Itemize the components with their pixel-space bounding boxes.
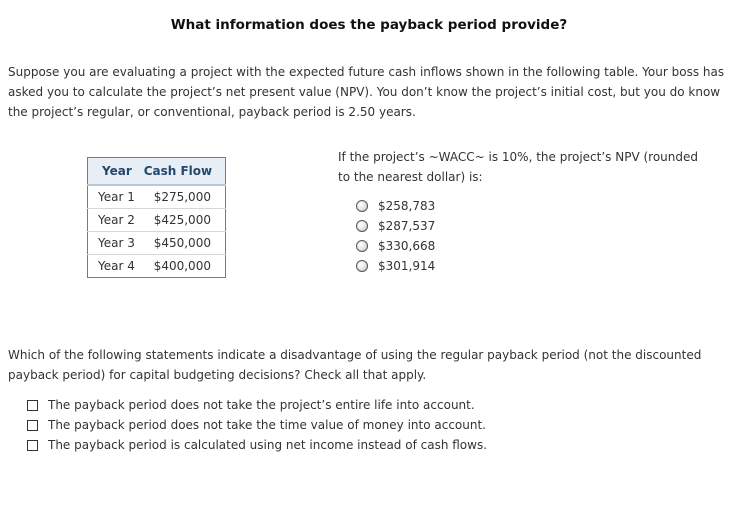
question-title: What information does the payback period provide? (170, 17, 568, 33)
year-cell: Year 1 (88, 185, 144, 209)
npv-option-label: $287,537 (378, 219, 436, 233)
statement-options (27, 395, 487, 455)
npv-option-label: $330,668 (378, 239, 436, 253)
intro-paragraph: Suppose you are evaluating a project with the expected future cash inflows shown in the following table. Your boss has asked you to calculate the project’s net present value (NPV). You don’t know the project’s initial cost, but you do know the project’s regular, or conventional, payback period is 2.50 years. (8, 65, 725, 119)
radio-button[interactable] (356, 220, 368, 232)
npv-question: If the project’s ~WACC~ is 10%, the project’s NPV (rounded to the nearest dollar) is: (338, 150, 698, 184)
table-row (88, 209, 226, 232)
npv-option-label: $258,783 (378, 199, 436, 213)
statement-label: The payback period does not take the project’s entire life into account. (48, 398, 475, 412)
npv-option-label: $301,914 (378, 259, 436, 273)
checkbox[interactable] (27, 440, 38, 451)
checkbox[interactable] (27, 400, 38, 411)
radio-button[interactable] (356, 240, 368, 252)
checkbox[interactable] (27, 420, 38, 431)
cash-flow-table (87, 157, 226, 278)
table-row (88, 232, 226, 255)
year-cell: Year 3 (88, 232, 144, 255)
table-row (88, 185, 226, 209)
cash-flow-cell: $400,000 (153, 259, 211, 273)
table-row (88, 255, 226, 278)
npv-options (356, 196, 435, 276)
statement-option[interactable] (27, 395, 487, 415)
cash-flow-cell: $425,000 (144, 209, 226, 232)
payback-question: Which of the following statements indicate a disadvantage of using the regular payback period (not the discounted payback period) for capital budgeting decisions? Check all that apply. (8, 348, 702, 382)
radio-button[interactable] (356, 260, 368, 272)
cash-flow-cell: $275,000 (144, 185, 226, 209)
statement-label: The payback period does not take the time value of money into account. (48, 418, 486, 432)
statement-label: The payback period is calculated using net income instead of cash flows. (48, 438, 488, 452)
column-header-cash-flow: Cash Flow (144, 158, 226, 186)
year-cell: Year 4 (98, 259, 135, 273)
radio-button[interactable] (356, 200, 368, 212)
npv-option[interactable] (356, 236, 435, 256)
npv-option[interactable] (356, 196, 435, 216)
column-header-year: Year (88, 158, 144, 186)
table-header-row (88, 158, 226, 186)
npv-option[interactable] (356, 256, 435, 276)
cash-flow-cell: $450,000 (144, 232, 226, 255)
statement-option[interactable] (27, 435, 487, 455)
statement-option[interactable] (27, 415, 487, 435)
year-cell: Year 2 (88, 209, 144, 232)
npv-option[interactable] (356, 216, 435, 236)
